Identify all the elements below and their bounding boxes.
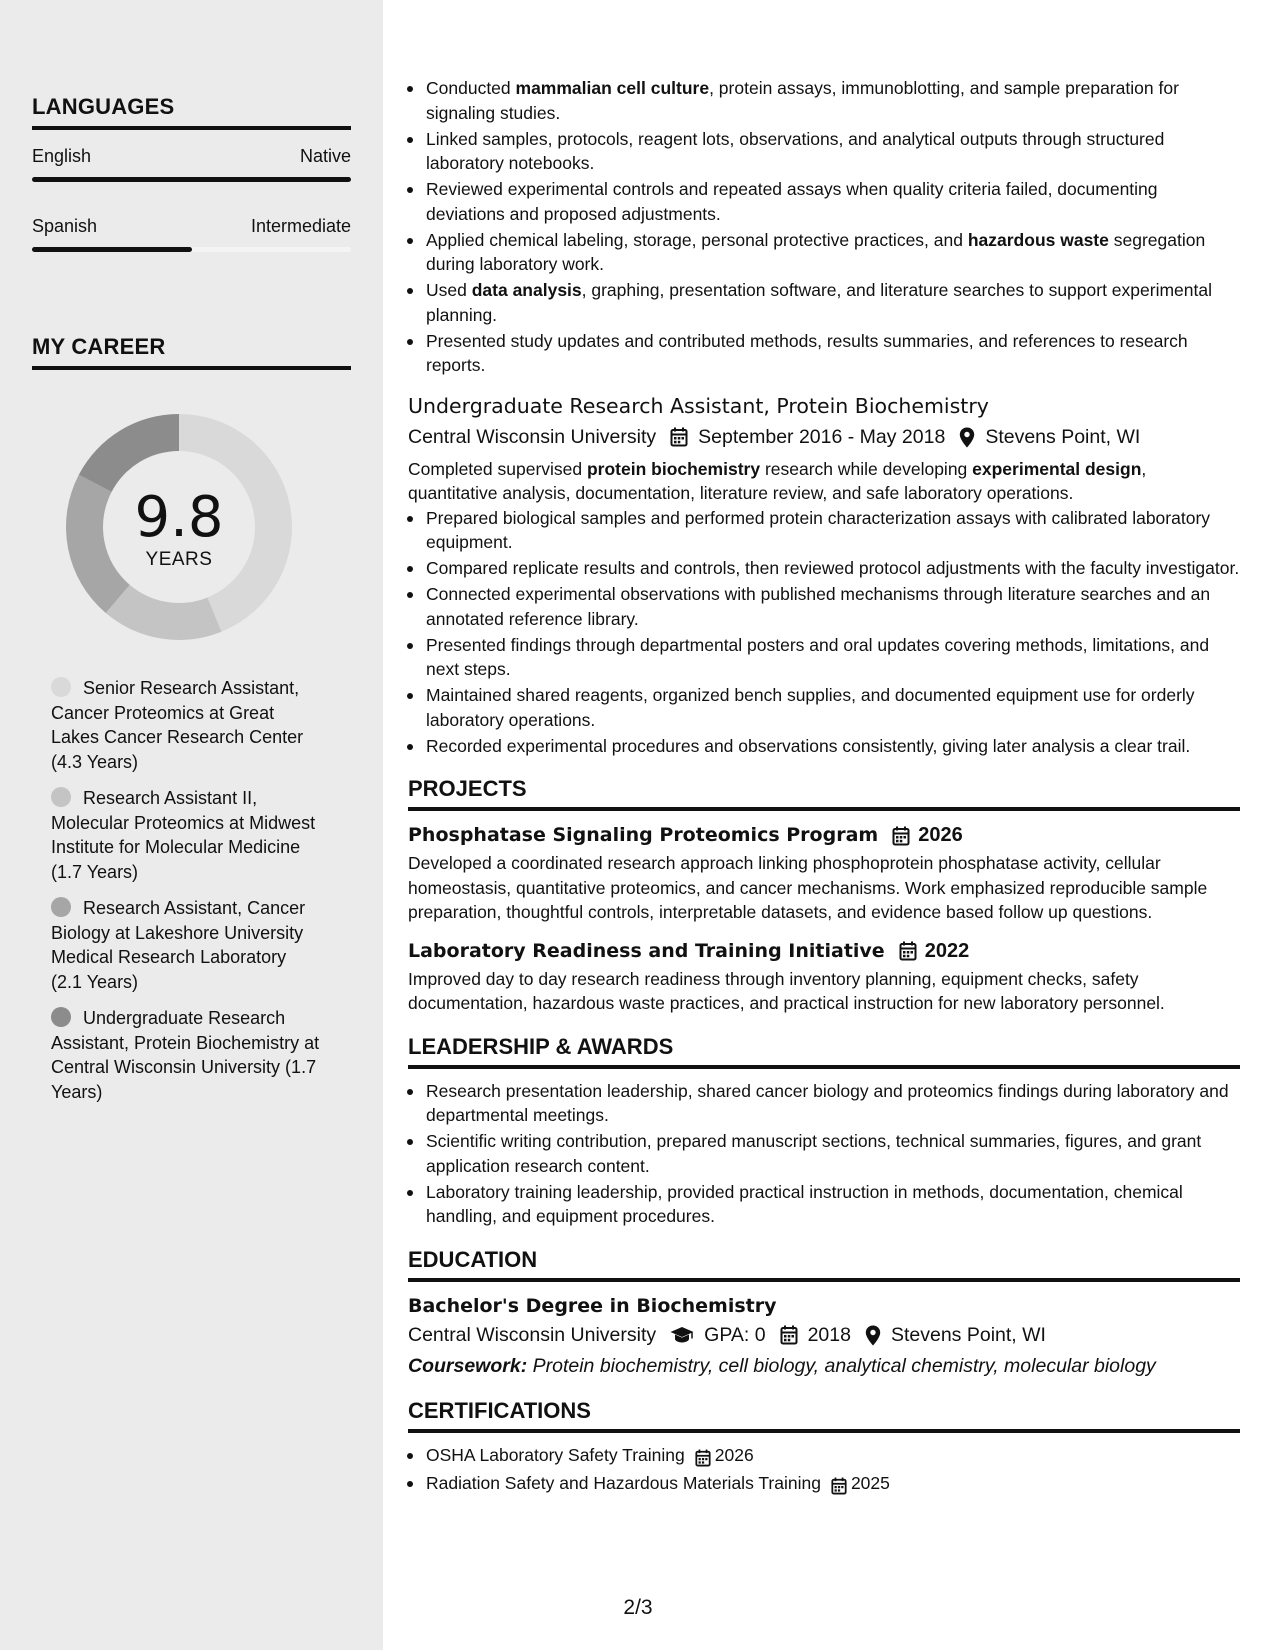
job-employer: Central Wisconsin University (408, 425, 657, 448)
page-number: 2/3 (623, 1596, 653, 1619)
language-proficiency-bar (32, 247, 351, 252)
location-pin-icon (959, 423, 975, 451)
career-item-label: Research Assistant, Cancer Biology at Lakeshore University Medical Research Laboratory (2.1 Years) (51, 898, 306, 992)
bullet-item: Research presentation leadership, shared cancer biology and proteomics findings during laboratory and departmental meetings. (408, 1079, 1240, 1128)
previous-job-bullets (408, 76, 1240, 378)
language-proficiency-bar (32, 177, 351, 182)
projects-heading: PROJECTS (408, 776, 1240, 811)
certification-item: Radiation Safety and Hazardous Materials Training 2025 (408, 1471, 1240, 1498)
career-total-unit: YEARS (145, 549, 213, 570)
certifications-heading: CERTIFICATIONS (408, 1398, 1240, 1433)
bullet-item: Used data analysis, graphing, presentation software, and literature searches to support experimental planning. (408, 278, 1240, 327)
job-bullets (408, 506, 1240, 759)
leadership-heading: LEADERSHIP & AWARDS (408, 1034, 1240, 1069)
bullet-item: Compared replicate results and controls, then reviewed protocol adjustments with the faculty investigator. (408, 556, 1240, 581)
legend-dot-icon (51, 897, 71, 917)
education-meta (408, 1321, 1240, 1349)
language-name: Spanish (32, 216, 98, 236)
career-legend-item (51, 1006, 321, 1104)
job-summary: Completed supervised protein biochemistry research while developing experimental design, quantitative analysis, documentation, literature review, and safe laboratory operations. (408, 458, 1147, 503)
graduation-cap-icon (670, 1321, 694, 1349)
sidebar (0, 0, 383, 1650)
education-heading: EDUCATION (408, 1247, 1240, 1282)
job-title: Undergraduate Research Assistant, Protein Biochemistry (408, 393, 989, 418)
language-proficiency-fill (32, 177, 351, 182)
project-year: 2026 (918, 824, 963, 846)
bullet-item: Maintained shared reagents, organized bench supplies, and documented equipment use for orderly laboratory operations. (408, 683, 1240, 732)
legend-dot-icon (51, 787, 71, 807)
leadership-list (408, 1079, 1240, 1229)
project-title: Phosphatase Signaling Proteomics Program (408, 824, 879, 846)
project-description: Developed a coordinated research approach linking phosphoprotein phosphatase activity, cellular homeostasis, quantitative proteomics, and cancer mechanisms. Work emphasized reproducible sample preparation, thoughtful controls, interpretable datasets, and evidence based follow up questions. (408, 853, 1208, 922)
project-title-row (408, 821, 1240, 849)
career-item-label: Research Assistant II, Molecular Proteomics at Midwest Institute for Molecular Medicine (1.7 Years) (51, 788, 316, 882)
donut-segment-4 (79, 414, 179, 492)
education-gpa: GPA: 0 (704, 1323, 766, 1346)
bullet-item: Connected experimental observations with published mechanisms through literature searches and an annotated reference library. (408, 582, 1240, 631)
location-pin-icon (865, 1321, 881, 1349)
career-legend (51, 676, 321, 1116)
job-location: Stevens Point, WI (985, 425, 1141, 448)
legend-dot-icon (51, 1007, 71, 1027)
career-legend-item (51, 676, 321, 774)
calendar-icon (892, 821, 910, 849)
calendar-icon (899, 937, 917, 965)
job-meta (408, 423, 1240, 451)
bullet-item: Presented findings through departmental posters and oral updates covering methods, limitations, and next steps. (408, 633, 1240, 682)
legend-dot-icon (51, 677, 71, 697)
language-proficiency-fill (32, 247, 192, 252)
calendar-icon (831, 1473, 847, 1498)
bullet-item: Recorded experimental procedures and observations consistently, giving later analysis a clear trail. (408, 734, 1240, 759)
job-dates: September 2016 - May 2018 (698, 425, 946, 448)
career-legend-item (51, 896, 321, 994)
language-english (32, 146, 351, 182)
career-heading: MY CAREER (32, 334, 351, 370)
language-name: English (32, 146, 92, 166)
language-spanish (32, 216, 351, 252)
project-year: 2022 (924, 939, 970, 962)
career-total-years: 9.8 (134, 485, 224, 550)
degree-title: Bachelor's Degree in Biochemistry (408, 1294, 777, 1317)
career-item-label: Senior Research Assistant, Cancer Proteomics at Great Lakes Cancer Research Center (4.3 Years) (51, 678, 304, 772)
career-item-label: Undergraduate Research Assistant, Protein Biochemistry at Central Wisconsin University (1.7 Years) (51, 1008, 320, 1102)
bullet-item: Prepared biological samples and performed protein characterization assays with calibrated laboratory equipment. (408, 506, 1240, 555)
bullet-item: Linked samples, protocols, reagent lots, observations, and analytical outputs through structured laboratory notebooks. (408, 127, 1240, 176)
education-coursework: Coursework: Protein biochemistry, cell biology, analytical chemistry, molecular biology (408, 1354, 1156, 1377)
donut-segment-2 (106, 585, 222, 640)
certification-item: OSHA Laboratory Safety Training 2026 (408, 1443, 1240, 1470)
calendar-icon (780, 1321, 798, 1349)
calendar-icon (695, 1445, 711, 1470)
career-legend-item (51, 786, 321, 884)
bullet-item: Reviewed experimental controls and repeated assays when quality criteria failed, documenting deviations and proposed adjustments. (408, 177, 1240, 226)
project-title-row (408, 937, 1240, 965)
bullet-item: Presented study updates and contributed methods, results summaries, and references to research reports. (408, 329, 1240, 378)
bullet-item: Scientific writing contribution, prepared manuscript sections, technical summaries, figures, and grant application research content. (408, 1129, 1240, 1178)
education-location: Stevens Point, WI (890, 1323, 1046, 1346)
education-school: Central Wisconsin University (408, 1323, 657, 1346)
certifications-list (408, 1443, 1240, 1498)
language-level: Intermediate (250, 216, 351, 236)
project-title: Laboratory Readiness and Training Initiative (408, 939, 885, 962)
languages-heading: LANGUAGES (32, 94, 351, 130)
main-content (408, 76, 1240, 1499)
bullet-item: Conducted mammalian cell culture, protein assays, immunoblotting, and sample preparation for signaling studies. (408, 76, 1240, 125)
project-description: Improved day to day research readiness through inventory planning, equipment checks, safety documentation, hazardous waste practices, and practical instruction for new laboratory personnel. (408, 968, 1165, 1013)
bullet-item: Applied chemical labeling, storage, personal protective practices, and hazardous waste segregation during laboratory work. (408, 228, 1240, 277)
calendar-icon (670, 423, 688, 451)
bullet-item: Laboratory training leadership, provided practical instruction in methods, documentation, chemical handling, and equipment procedures. (408, 1180, 1240, 1229)
language-level: Native (299, 146, 351, 166)
education-year: 2018 (807, 1323, 851, 1346)
